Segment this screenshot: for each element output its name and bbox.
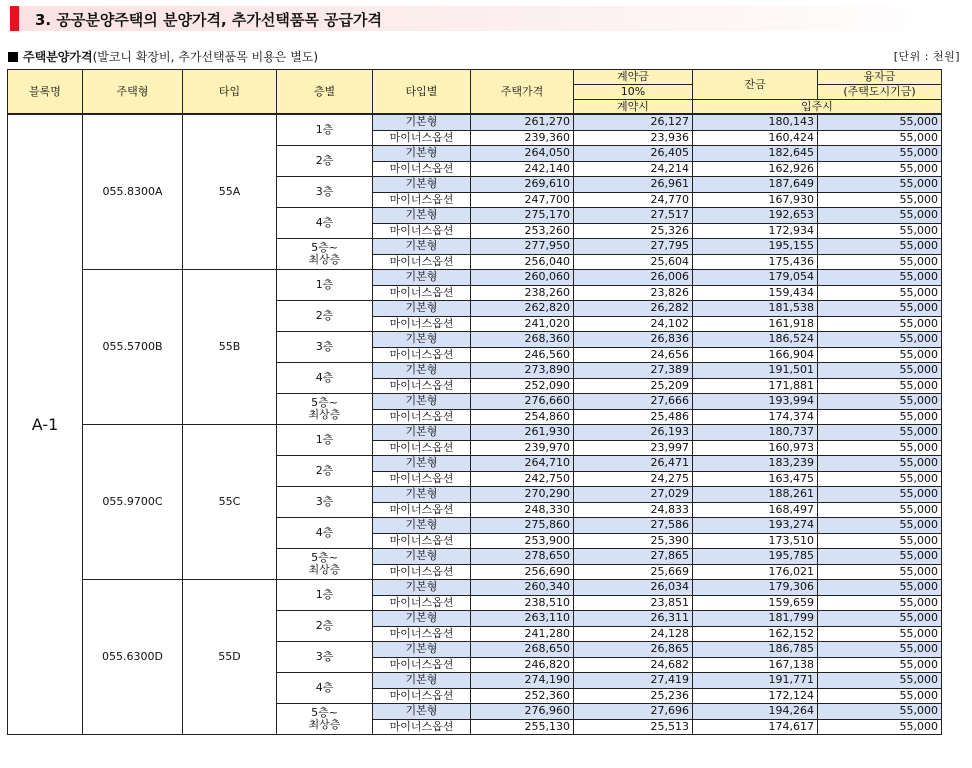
floor-cell (277, 642, 373, 673)
balance-cell: 186,524 (693, 332, 818, 348)
deposit-cell: 26,006 (574, 270, 693, 286)
floor-label: 4층 (315, 216, 334, 229)
deposit-cell: 25,326 (574, 223, 693, 239)
loan-cell: 55,000 (818, 254, 942, 270)
loan-cell: 55,000 (818, 301, 942, 317)
loan-cell: 55,000 (818, 130, 942, 146)
deposit-cell: 23,826 (574, 285, 693, 301)
floor-cell (277, 301, 373, 332)
price-cell: 273,890 (471, 363, 574, 379)
header-loan-line1: 융자금 (818, 70, 942, 85)
variant-cell: 마이너스옵션 (373, 471, 471, 487)
table-caption (8, 48, 318, 65)
balance-cell: 173,510 (693, 533, 818, 549)
header-loan-line2: (주택도시기금) (818, 85, 942, 100)
deposit-cell: 27,029 (574, 487, 693, 503)
loan-cell: 55,000 (818, 688, 942, 704)
floor-cell (277, 208, 373, 239)
loan-cell: 55,000 (818, 502, 942, 518)
balance-cell: 167,138 (693, 657, 818, 673)
variant-cell: 기본형 (373, 549, 471, 565)
deposit-cell: 24,682 (574, 657, 693, 673)
balance-cell: 171,881 (693, 378, 818, 394)
unit-label: [단위 : 천원] (893, 50, 960, 63)
variant-cell: 기본형 (373, 363, 471, 379)
variant-cell: 기본형 (373, 580, 471, 596)
loan-cell: 55,000 (818, 487, 942, 503)
floor-label: 최상층 (308, 408, 341, 421)
price-cell: 248,330 (471, 502, 574, 518)
deposit-cell: 27,586 (574, 518, 693, 534)
loan-cell: 55,000 (818, 657, 942, 673)
floor-label: 1층 (315, 123, 334, 136)
loan-cell: 55,000 (818, 347, 942, 363)
header-house-type: 주택형 (83, 70, 183, 115)
balance-cell: 182,645 (693, 146, 818, 162)
loan-cell: 55,000 (818, 425, 942, 441)
loan-cell: 55,000 (818, 642, 942, 658)
balance-cell: 192,653 (693, 208, 818, 224)
caption-bold: 주택분양가격 (23, 50, 93, 64)
price-cell: 242,750 (471, 471, 574, 487)
deposit-cell: 26,034 (574, 580, 693, 596)
floor-cell (277, 239, 373, 270)
variant-cell: 마이너스옵션 (373, 626, 471, 642)
price-cell: 241,280 (471, 626, 574, 642)
variant-cell: 기본형 (373, 704, 471, 720)
floor-cell (277, 518, 373, 549)
loan-cell: 55,000 (818, 394, 942, 410)
floor-label: 5층~ (311, 551, 338, 564)
floor-cell (277, 487, 373, 518)
variant-cell: 마이너스옵션 (373, 192, 471, 208)
variant-cell: 기본형 (373, 394, 471, 410)
deposit-cell: 23,936 (574, 130, 693, 146)
price-cell: 238,510 (471, 595, 574, 611)
deposit-cell: 25,669 (574, 564, 693, 580)
balance-cell: 161,918 (693, 316, 818, 332)
house-type-cell: 055.8300A (83, 114, 183, 270)
variant-cell: 기본형 (373, 301, 471, 317)
price-cell: 238,260 (471, 285, 574, 301)
deposit-cell: 25,209 (574, 378, 693, 394)
variant-cell: 마이너스옵션 (373, 595, 471, 611)
price-cell: 252,360 (471, 688, 574, 704)
house-type-cell: 055.9700C (83, 425, 183, 580)
balance-cell: 195,155 (693, 239, 818, 255)
price-cell: 247,700 (471, 192, 574, 208)
deposit-cell: 24,102 (574, 316, 693, 332)
variant-cell: 기본형 (373, 456, 471, 472)
loan-cell: 55,000 (818, 564, 942, 580)
balance-cell: 176,021 (693, 564, 818, 580)
price-cell: 270,290 (471, 487, 574, 503)
house-type-cell: 055.6300D (83, 580, 183, 735)
variant-cell: 기본형 (373, 177, 471, 193)
balance-cell: 168,497 (693, 502, 818, 518)
variant-cell: 마이너스옵션 (373, 719, 471, 735)
type-cell: 55D (183, 580, 277, 735)
table-header (8, 70, 942, 115)
balance-cell: 194,264 (693, 704, 818, 720)
header-type-variant: 타입별 (373, 70, 471, 115)
balance-cell: 172,934 (693, 223, 818, 239)
deposit-cell: 26,405 (574, 146, 693, 162)
floor-label: 5층~ (311, 241, 338, 254)
price-cell: 260,340 (471, 580, 574, 596)
variant-cell: 마이너스옵션 (373, 440, 471, 456)
deposit-cell: 26,193 (574, 425, 693, 441)
price-cell: 274,190 (471, 673, 574, 689)
balance-cell: 175,436 (693, 254, 818, 270)
variant-cell: 기본형 (373, 487, 471, 503)
deposit-cell: 26,282 (574, 301, 693, 317)
deposit-cell: 25,604 (574, 254, 693, 270)
loan-cell: 55,000 (818, 626, 942, 642)
price-cell: 239,360 (471, 130, 574, 146)
balance-cell: 180,737 (693, 425, 818, 441)
variant-cell: 마이너스옵션 (373, 161, 471, 177)
balance-cell: 174,617 (693, 719, 818, 735)
balance-cell: 181,538 (693, 301, 818, 317)
deposit-cell: 27,795 (574, 239, 693, 255)
black-square-icon (8, 52, 18, 62)
deposit-cell: 25,486 (574, 409, 693, 425)
balance-cell: 195,785 (693, 549, 818, 565)
price-cell: 268,360 (471, 332, 574, 348)
floor-cell (277, 425, 373, 456)
floor-cell (277, 549, 373, 580)
deposit-cell: 24,833 (574, 502, 693, 518)
loan-cell: 55,000 (818, 440, 942, 456)
floor-cell (277, 114, 373, 146)
floor-label: 4층 (315, 681, 334, 694)
variant-cell: 마이너스옵션 (373, 533, 471, 549)
price-cell: 276,660 (471, 394, 574, 410)
price-cell: 252,090 (471, 378, 574, 394)
variant-cell: 마이너스옵션 (373, 688, 471, 704)
deposit-cell: 24,275 (574, 471, 693, 487)
variant-cell: 마이너스옵션 (373, 347, 471, 363)
deposit-cell: 27,865 (574, 549, 693, 565)
variant-cell: 마이너스옵션 (373, 502, 471, 518)
balance-cell: 187,649 (693, 177, 818, 193)
floor-label: 2층 (315, 464, 334, 477)
deposit-cell: 24,214 (574, 161, 693, 177)
loan-cell: 55,000 (818, 673, 942, 689)
balance-cell: 166,904 (693, 347, 818, 363)
loan-cell: 55,000 (818, 595, 942, 611)
variant-cell: 마이너스옵션 (373, 285, 471, 301)
deposit-cell: 27,419 (574, 673, 693, 689)
caption-note: (발코니 확장비, 추가선택품목 비용은 별도) (92, 50, 319, 64)
loan-cell: 55,000 (818, 270, 942, 286)
price-cell: 268,650 (471, 642, 574, 658)
price-cell: 269,610 (471, 177, 574, 193)
variant-cell: 마이너스옵션 (373, 130, 471, 146)
floor-label: 2층 (315, 154, 334, 167)
balance-cell: 179,306 (693, 580, 818, 596)
loan-cell: 55,000 (818, 363, 942, 379)
price-cell: 263,110 (471, 611, 574, 627)
variant-cell: 기본형 (373, 518, 471, 534)
variant-cell: 기본형 (373, 611, 471, 627)
floor-cell (277, 363, 373, 394)
loan-cell: 55,000 (818, 533, 942, 549)
deposit-cell: 23,851 (574, 595, 693, 611)
header-deposit-line2: 10% (574, 85, 693, 100)
loan-cell: 55,000 (818, 409, 942, 425)
deposit-cell: 26,961 (574, 177, 693, 193)
loan-cell: 55,000 (818, 285, 942, 301)
deposit-cell: 27,389 (574, 363, 693, 379)
title-accent-mark (10, 6, 19, 31)
section-title-bar (10, 6, 958, 31)
price-cell: 276,960 (471, 704, 574, 720)
floor-label: 최상층 (308, 718, 341, 731)
balance-cell: 183,239 (693, 456, 818, 472)
deposit-cell: 25,236 (574, 688, 693, 704)
loan-cell: 55,000 (818, 332, 942, 348)
loan-cell: 55,000 (818, 580, 942, 596)
variant-cell: 기본형 (373, 239, 471, 255)
loan-cell: 55,000 (818, 456, 942, 472)
variant-cell: 기본형 (373, 208, 471, 224)
floor-label: 최상층 (308, 563, 341, 576)
loan-cell: 55,000 (818, 704, 942, 720)
loan-cell: 55,000 (818, 316, 942, 332)
price-cell: 246,820 (471, 657, 574, 673)
balance-cell: 167,930 (693, 192, 818, 208)
price-cell: 253,260 (471, 223, 574, 239)
balance-cell: 174,374 (693, 409, 818, 425)
variant-cell: 마이너스옵션 (373, 657, 471, 673)
header-type: 타입 (183, 70, 277, 115)
loan-cell: 55,000 (818, 146, 942, 162)
deposit-cell: 26,471 (574, 456, 693, 472)
balance-cell: 162,926 (693, 161, 818, 177)
deposit-cell: 24,656 (574, 347, 693, 363)
header-floor: 층별 (277, 70, 373, 115)
type-cell: 55A (183, 114, 277, 270)
deposit-cell: 26,127 (574, 114, 693, 130)
floor-label: 3층 (315, 340, 334, 353)
floor-label: 1층 (315, 433, 334, 446)
deposit-cell: 26,311 (574, 611, 693, 627)
price-cell: 246,560 (471, 347, 574, 363)
header-balance: 잔금 (693, 70, 818, 100)
loan-cell: 55,000 (818, 549, 942, 565)
balance-cell: 179,054 (693, 270, 818, 286)
variant-cell: 마이너스옵션 (373, 254, 471, 270)
variant-cell: 마이너스옵션 (373, 223, 471, 239)
floor-label: 최상층 (308, 253, 341, 266)
loan-cell: 55,000 (818, 239, 942, 255)
table-body (8, 114, 942, 735)
loan-cell: 55,000 (818, 208, 942, 224)
table-row (8, 425, 942, 441)
deposit-cell: 26,836 (574, 332, 693, 348)
balance-cell: 181,799 (693, 611, 818, 627)
loan-cell: 55,000 (818, 192, 942, 208)
deposit-cell: 27,696 (574, 704, 693, 720)
deposit-cell: 27,666 (574, 394, 693, 410)
section-title: 3. 공공분양주택의 분양가격, 추가선택품목 공급가격 (35, 11, 383, 29)
balance-cell: 159,434 (693, 285, 818, 301)
price-cell: 261,930 (471, 425, 574, 441)
deposit-cell: 24,128 (574, 626, 693, 642)
balance-cell: 191,501 (693, 363, 818, 379)
floor-cell (277, 456, 373, 487)
variant-cell: 기본형 (373, 114, 471, 130)
header-movein-sub: 입주시 (693, 100, 942, 115)
floor-label: 1층 (315, 588, 334, 601)
block-name-cell: A-1 (8, 114, 83, 735)
floor-cell (277, 146, 373, 177)
floor-cell (277, 673, 373, 704)
price-cell: 277,950 (471, 239, 574, 255)
balance-cell: 160,973 (693, 440, 818, 456)
header-block: 블록명 (8, 70, 83, 115)
floor-cell (277, 704, 373, 735)
floor-label: 2층 (315, 619, 334, 632)
variant-cell: 기본형 (373, 425, 471, 441)
floor-cell (277, 177, 373, 208)
variant-cell: 기본형 (373, 146, 471, 162)
balance-cell: 172,124 (693, 688, 818, 704)
price-cell: 256,690 (471, 564, 574, 580)
price-cell: 242,140 (471, 161, 574, 177)
floor-cell (277, 332, 373, 363)
price-cell: 254,860 (471, 409, 574, 425)
price-table (7, 69, 942, 735)
floor-cell (277, 394, 373, 425)
deposit-cell: 25,390 (574, 533, 693, 549)
floor-label: 5층~ (311, 396, 338, 409)
deposit-cell: 24,770 (574, 192, 693, 208)
balance-cell: 163,475 (693, 471, 818, 487)
loan-cell: 55,000 (818, 719, 942, 735)
floor-cell (277, 580, 373, 611)
price-cell: 261,270 (471, 114, 574, 130)
balance-cell: 180,143 (693, 114, 818, 130)
floor-label: 4층 (315, 526, 334, 539)
variant-cell: 마이너스옵션 (373, 378, 471, 394)
price-cell: 255,130 (471, 719, 574, 735)
variant-cell: 마이너스옵션 (373, 409, 471, 425)
loan-cell: 55,000 (818, 161, 942, 177)
variant-cell: 기본형 (373, 673, 471, 689)
header-deposit-line1: 계약금 (574, 70, 693, 85)
floor-cell (277, 270, 373, 301)
floor-label: 4층 (315, 371, 334, 384)
variant-cell: 기본형 (373, 642, 471, 658)
loan-cell: 55,000 (818, 471, 942, 487)
floor-label: 2층 (315, 309, 334, 322)
floor-label: 3층 (315, 650, 334, 663)
floor-label: 1층 (315, 278, 334, 291)
loan-cell: 55,000 (818, 378, 942, 394)
loan-cell: 55,000 (818, 177, 942, 193)
price-cell: 241,020 (471, 316, 574, 332)
balance-cell: 188,261 (693, 487, 818, 503)
balance-cell: 193,274 (693, 518, 818, 534)
price-cell: 256,040 (471, 254, 574, 270)
balance-cell: 191,771 (693, 673, 818, 689)
price-cell: 275,170 (471, 208, 574, 224)
price-cell: 260,060 (471, 270, 574, 286)
price-cell: 264,050 (471, 146, 574, 162)
balance-cell: 186,785 (693, 642, 818, 658)
balance-cell: 159,659 (693, 595, 818, 611)
price-cell: 264,710 (471, 456, 574, 472)
loan-cell: 55,000 (818, 223, 942, 239)
table-row (8, 114, 942, 130)
loan-cell: 55,000 (818, 114, 942, 130)
price-cell: 275,860 (471, 518, 574, 534)
table-row (8, 580, 942, 596)
price-cell: 262,820 (471, 301, 574, 317)
price-cell: 253,900 (471, 533, 574, 549)
type-cell: 55C (183, 425, 277, 580)
loan-cell: 55,000 (818, 518, 942, 534)
deposit-cell: 26,865 (574, 642, 693, 658)
table-row (8, 270, 942, 286)
price-cell: 239,970 (471, 440, 574, 456)
price-cell: 278,650 (471, 549, 574, 565)
header-price: 주택가격 (471, 70, 574, 115)
deposit-cell: 23,997 (574, 440, 693, 456)
floor-label: 5층~ (311, 706, 338, 719)
header-deposit-sub: 계약시 (574, 100, 693, 115)
balance-cell: 162,152 (693, 626, 818, 642)
floor-label: 3층 (315, 185, 334, 198)
variant-cell: 기본형 (373, 270, 471, 286)
variant-cell: 마이너스옵션 (373, 316, 471, 332)
balance-cell: 160,424 (693, 130, 818, 146)
loan-cell: 55,000 (818, 611, 942, 627)
balance-cell: 193,994 (693, 394, 818, 410)
floor-cell (277, 611, 373, 642)
deposit-cell: 25,513 (574, 719, 693, 735)
variant-cell: 기본형 (373, 332, 471, 348)
house-type-cell: 055.5700B (83, 270, 183, 425)
floor-label: 3층 (315, 495, 334, 508)
type-cell: 55B (183, 270, 277, 425)
deposit-cell: 27,517 (574, 208, 693, 224)
variant-cell: 마이너스옵션 (373, 564, 471, 580)
